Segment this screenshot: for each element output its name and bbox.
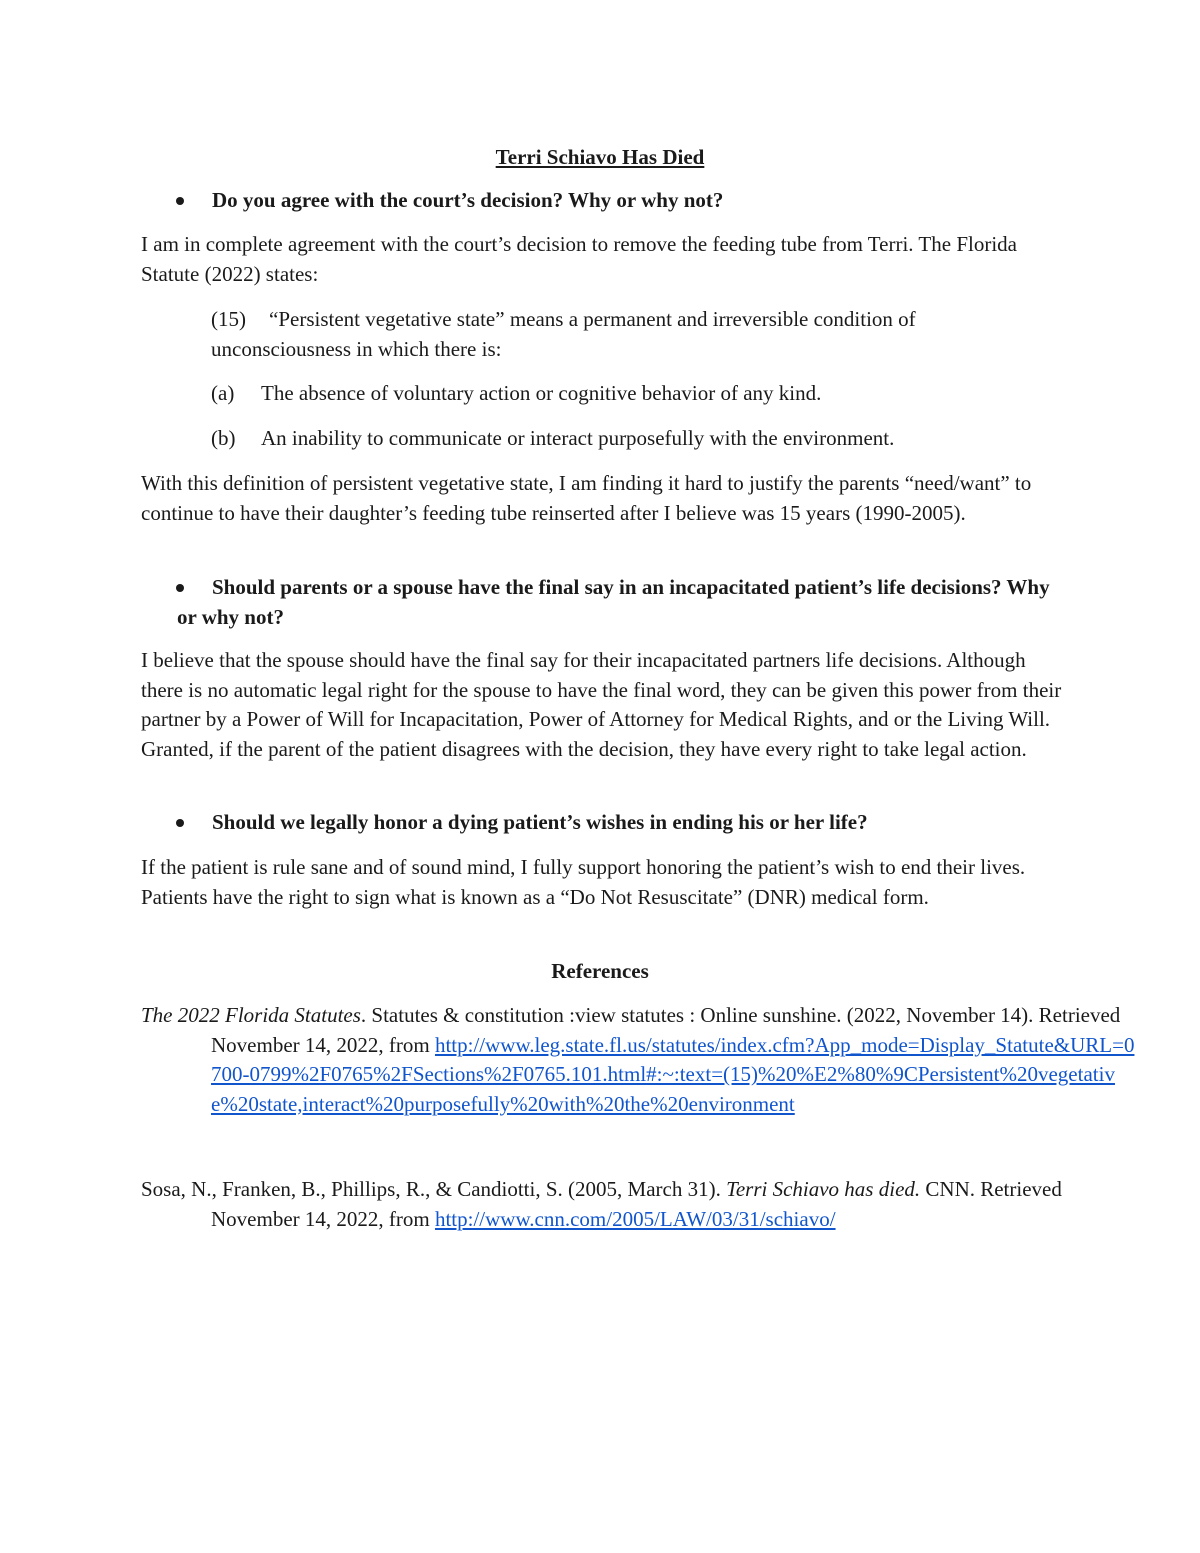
reference-2-link[interactable]: http://www.cnn.com/2005/LAW/03/31/schiavo/ <box>434 1206 836 1231</box>
answer-2: I believe that the spouse should have the final say for their incapacitated partners life decisions. Although there is no automatic legal right for the spouse to have the final word, they can be given this power from their partner by a Power of Will for Incapacitation, Power of Attorney for Medical Rights, and or the Living Will. Granted, if the parent of the patient disagrees with the decision, they have every right to take legal action. <box>141 648 1062 761</box>
statute-item-label: (a) <box>211 381 235 405</box>
follow-up-1: With this definition of persistent vegetative state, I am finding it hard to justify the parents “need/want” to continue to have their daughter’s feeding tube reinserted after I believe was 15 years (1990-2005). <box>141 471 1032 525</box>
answer-1: I am in complete agreement with the court’s decision to remove the feeding tube from Terri. The Florida Statute (2022) states: <box>141 232 1017 286</box>
statute-item-text: The absence of voluntary action or cognitive behavior of any kind. <box>261 381 822 405</box>
question-2: Should parents or a spouse have the final say in an incapacitated patient’s life decisions? Why or why not? <box>177 575 1050 629</box>
reference-1-link[interactable]: http://www.leg.state.fl.us/statutes/index.cfm?App_mode=Display_Statute&URL=0700-0799%2F0765%2FSections%2F0765.101.html#:~:text=(15)%20%E2%80%9CPersistent%20vegetative%20state,interact%20purposefully%20with%20the%20environment <box>211 1032 1135 1116</box>
reference-1-text: . Statutes & constitution :view statutes : Online sunshine. (2022, November 14). Retrieved November 14, 2022, from <box>211 1003 1121 1057</box>
statute-item-b <box>211 424 1041 454</box>
statute-number: (15) <box>211 307 246 331</box>
answer-3: If the patient is rule sane and of sound mind, I fully support honoring the patient’s wish to end their lives. Patients have the right to sign what is known as a “Do Not Resuscitate” (DNR) medical form. <box>141 855 1026 909</box>
question-1: Do you agree with the court’s decision? Why or why not? <box>212 188 724 212</box>
question-3: Should we legally honor a dying patient’s wishes in ending his or her life? <box>212 810 868 834</box>
reference-2-text: CNN. Retrieved November 14, 2022, from <box>211 1177 1062 1231</box>
reference-2-title: Terri Schiavo has died. <box>726 1177 921 1201</box>
statute-definition: “Persistent vegetative state” means a permanent and irreversible condition of unconsciousness in which there is: <box>211 307 916 361</box>
statute-item-a <box>211 379 1041 409</box>
reference-2 <box>141 1175 1141 1234</box>
reference-1-title: The 2022 Florida Statutes <box>141 1003 361 1027</box>
reference-1 <box>141 1001 1141 1119</box>
document-title: Terri Schiavo Has Died <box>495 145 705 169</box>
statute-quote <box>211 305 1041 364</box>
statute-item-label: (b) <box>211 426 236 450</box>
statute-item-text: An inability to communicate or interact purposefully with the environment. <box>261 426 895 450</box>
references-heading: References <box>551 959 649 983</box>
reference-2-authors: Sosa, N., Franken, B., Phillips, R., & Candiotti, S. (2005, March 31). <box>141 1177 727 1201</box>
